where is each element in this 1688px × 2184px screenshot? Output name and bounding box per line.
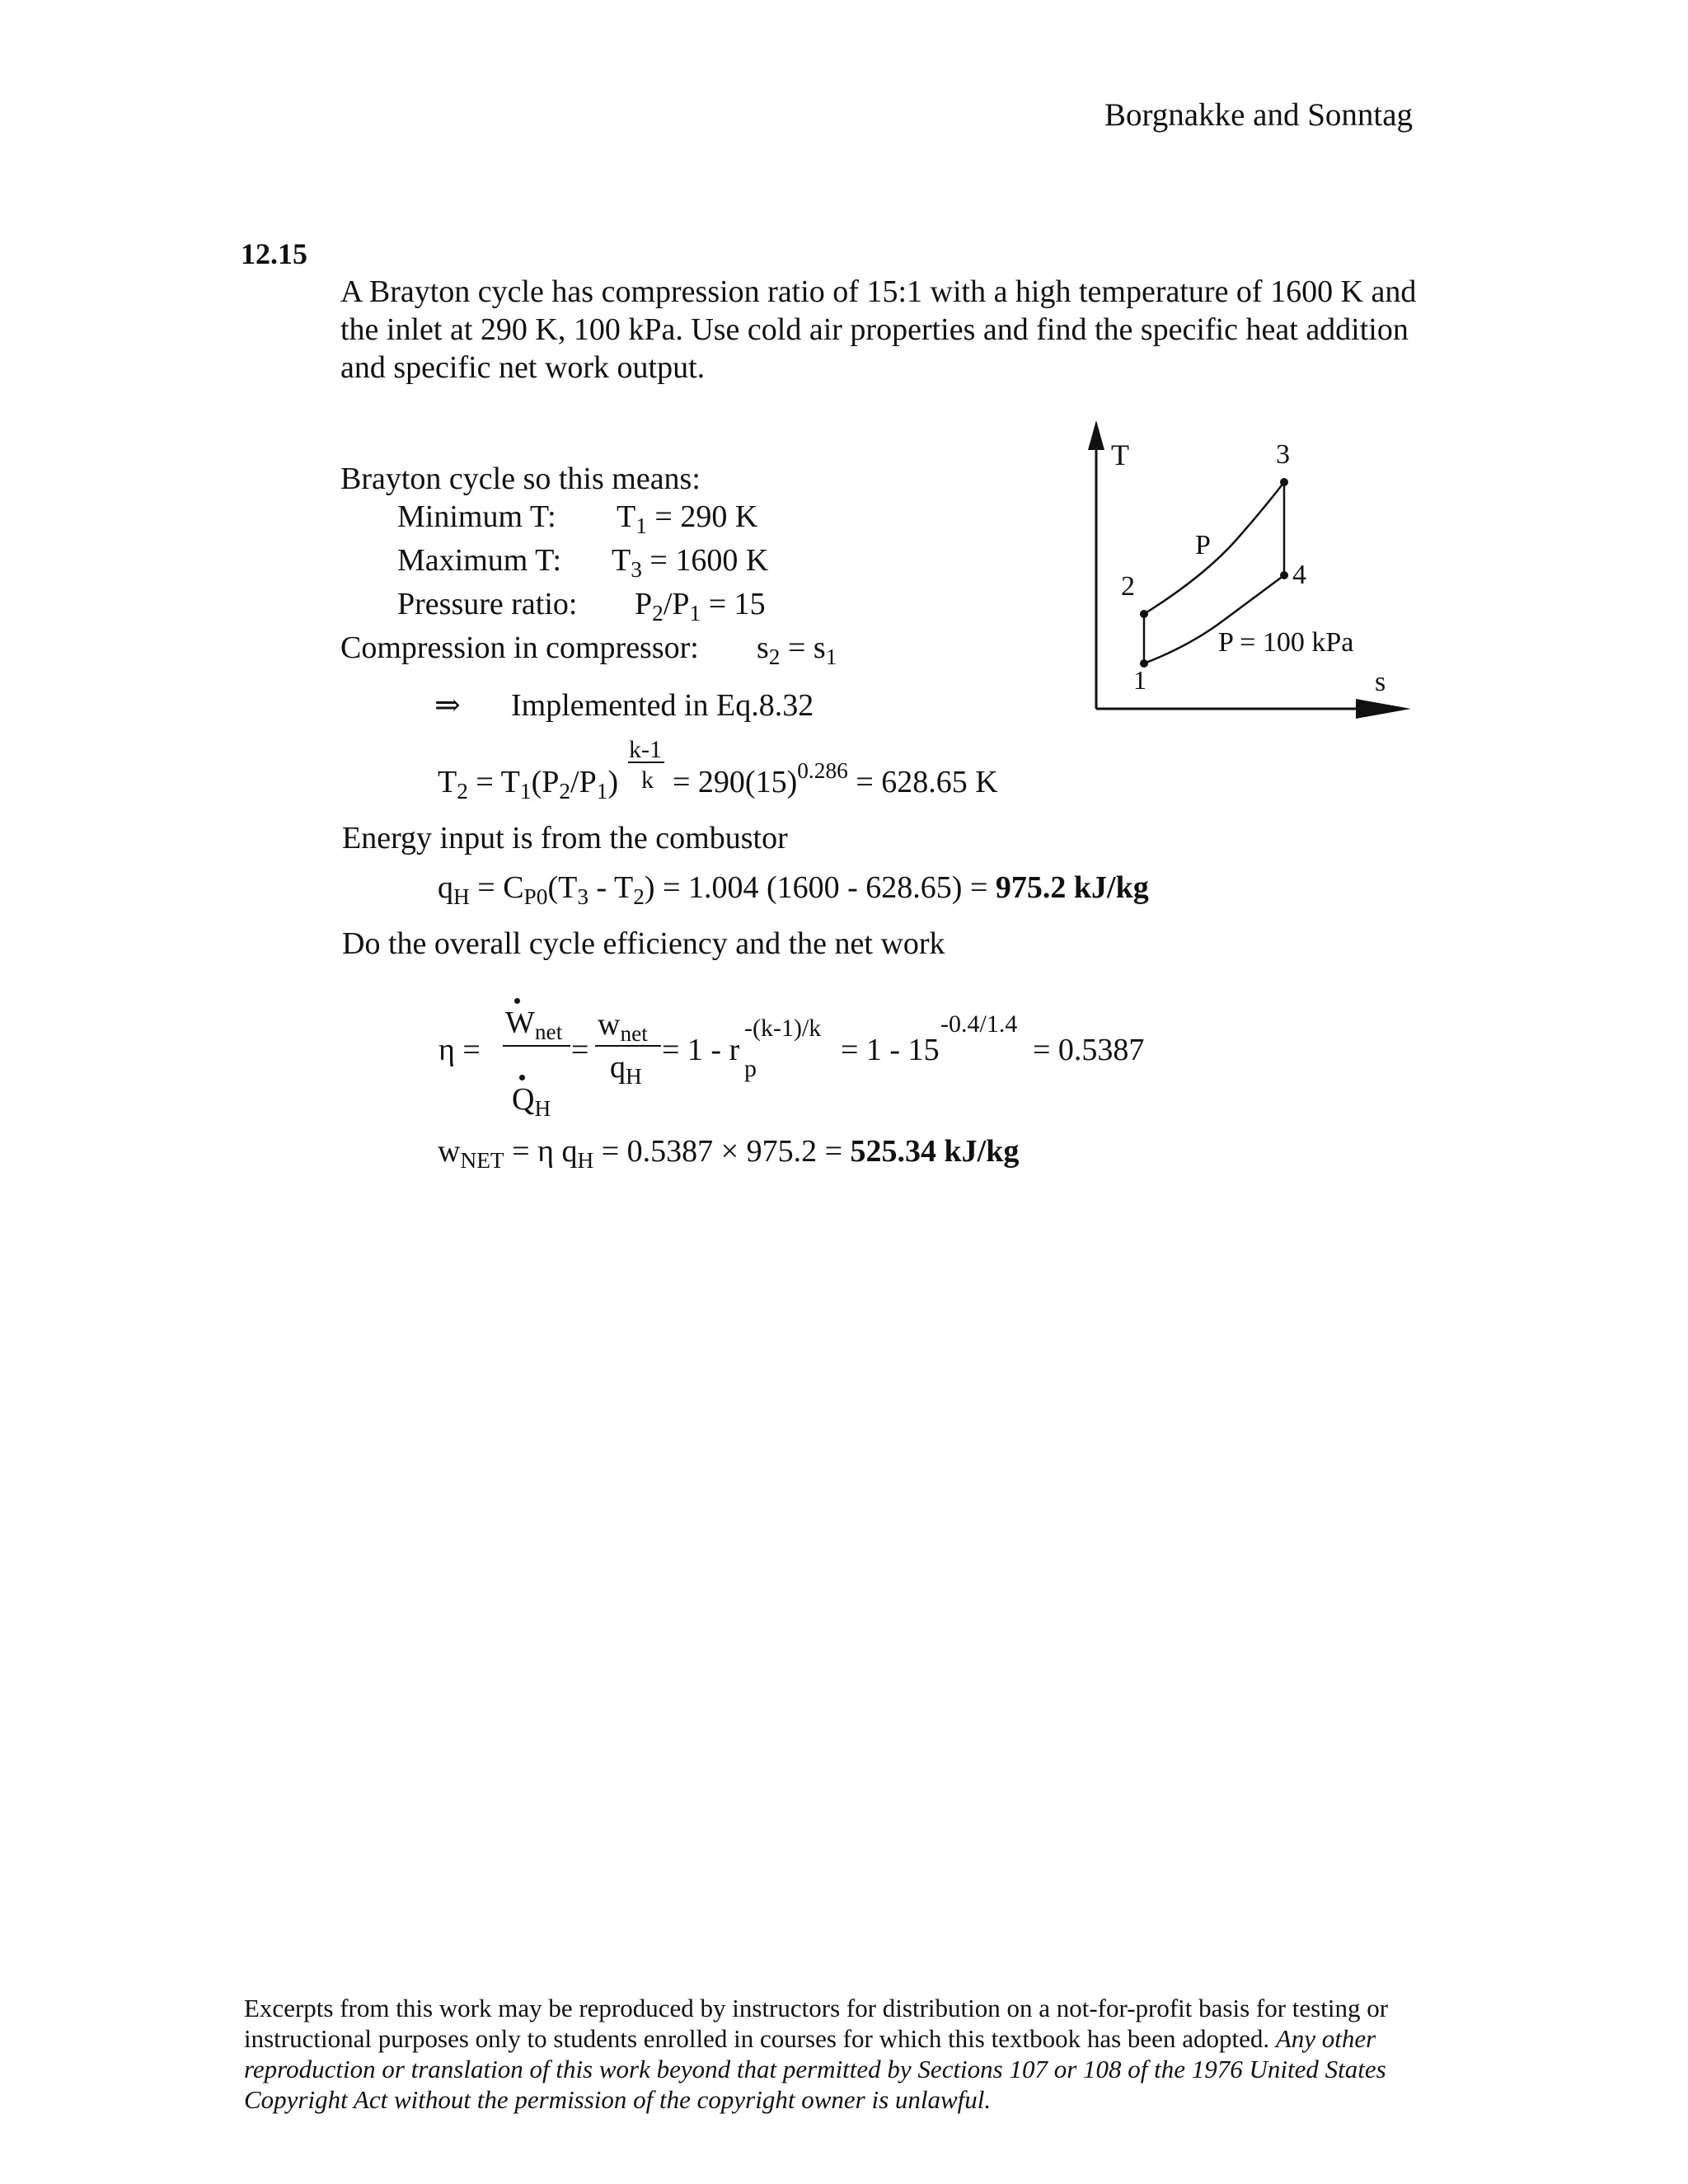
high-pressure-label: P [1195, 530, 1211, 560]
min-temp-value: $T_1 = 290$ K [617, 499, 758, 538]
footer-normal-text: Excerpts from this work may be reproduced by instructors for distribution on a not-for-profit basis for testing or instructional purposes only to students enrolled in courses for which this textbook has been adopted. [244, 1994, 1389, 2053]
t-axis-label: T [1111, 438, 1129, 471]
compression-label: Compression in compressor: [340, 630, 699, 665]
header-authors: Borgnakke and Sonntag [1104, 97, 1414, 133]
max-temp-value: $T_3 = 1600$ K [612, 543, 769, 582]
rp-subscript: p [744, 1055, 757, 1082]
problem-statement: A Brayton cycle has compression ratio of 15:1 with a high temperature of 1600 K and the inlet at 290 K, 100 kPa. Use cold air properties and find the specific heat addition and specific net work output. [340, 274, 1417, 385]
implies-arrow-icon: ⇒ [434, 688, 461, 723]
t-s-diagram-svg [1071, 412, 1418, 725]
pressure-ratio-value: $P_2/P_1 = 15$ [635, 587, 766, 626]
t-axis-arrowhead-icon [1088, 420, 1104, 450]
footer-italic-text: Any other reproduction or translation of this work beyond that permitted by Sections 107 or 108 of the 1976 United States Copyright Act without the permission of the copyright owner is unlawful. [244, 2024, 1386, 2114]
eta-exponent-2: -0.4/1.4 [940, 1010, 1018, 1038]
state-point-3 [1280, 478, 1288, 486]
s-axis-arrowhead-icon [1356, 699, 1411, 719]
problem-number: 12.15 [241, 237, 307, 270]
rp-exponent: -(k-1)/k [744, 1015, 822, 1042]
eta-equals-1: = [571, 1033, 589, 1067]
point-label-2: 2 [1121, 571, 1135, 602]
copyright-footer [244, 1993, 1447, 2115]
wnet-numerator: $w_{net}$ [598, 1007, 648, 1046]
t2-equation-right: = $290(15)^{0.286} = 628.65$ K [673, 758, 998, 799]
efficiency-text: Do the overall cycle efficiency and the net work [342, 926, 945, 961]
point-label-1: 1 [1133, 665, 1146, 695]
t2-exponent-denominator: k [641, 766, 654, 794]
solution-intro: Brayton cycle so this means: [340, 462, 701, 496]
eta-equals-2: = 1 - r [662, 1033, 740, 1067]
min-temp-label: Minimum T: [397, 499, 556, 534]
state-point-2 [1140, 610, 1148, 618]
wdot-numerator: $W_{net}$ [505, 1005, 563, 1044]
isentropic-relation: $s_2 = s_1$ [757, 630, 837, 669]
energy-input-text: Energy input is from the combustor [342, 821, 788, 855]
s-axis-label: s [1375, 667, 1386, 697]
heat-addition-result: 975.2 kJ/kg [995, 870, 1149, 905]
eta-symbol: η = [438, 1033, 481, 1067]
heat-addition-equation: $q_H = C_{P0}(T_3 - T_2) = 1.004$ (1600 - 628.65) = 975.2 kJ/kg [438, 870, 1149, 909]
qdot-denominator: $Q_H$ [512, 1082, 551, 1121]
t-s-diagram [1071, 412, 1418, 725]
max-temp-label: Maximum T: [397, 543, 562, 578]
implemented-text: Implemented in Eq.8.32 [511, 688, 814, 723]
eta-fraction-bar-1 [503, 1045, 570, 1047]
eta-fraction-bar-2 [595, 1045, 661, 1047]
wdot-dot-icon [514, 998, 520, 1004]
eta-equals-3: = 1 - 15 [841, 1033, 940, 1067]
eta-result: = 0.5387 [1033, 1033, 1145, 1067]
qh-denominator: $q_H$ [610, 1050, 642, 1089]
net-work-equation: $w_{NET} = \eta$ $q_H = 0.5387 \times 975.2 = 525.34$ kJ/kg [438, 1134, 1020, 1173]
net-work-result: 525.34 kJ/kg [850, 1134, 1020, 1169]
pressure-ratio-label: Pressure ratio: [397, 587, 578, 621]
low-pressure-label: P = 100 kPa [1218, 627, 1354, 658]
point-label-3: 3 [1276, 439, 1290, 470]
qdot-dot-icon [519, 1075, 525, 1080]
point-label-4: 4 [1292, 560, 1306, 590]
t2-exponent-numerator: k-1 [629, 736, 662, 763]
t2-exponent-bar [628, 762, 664, 763]
t2-equation-left: $T_2 = T_1(P_2/P_1)$ [438, 765, 619, 804]
state-point-4 [1280, 571, 1288, 579]
